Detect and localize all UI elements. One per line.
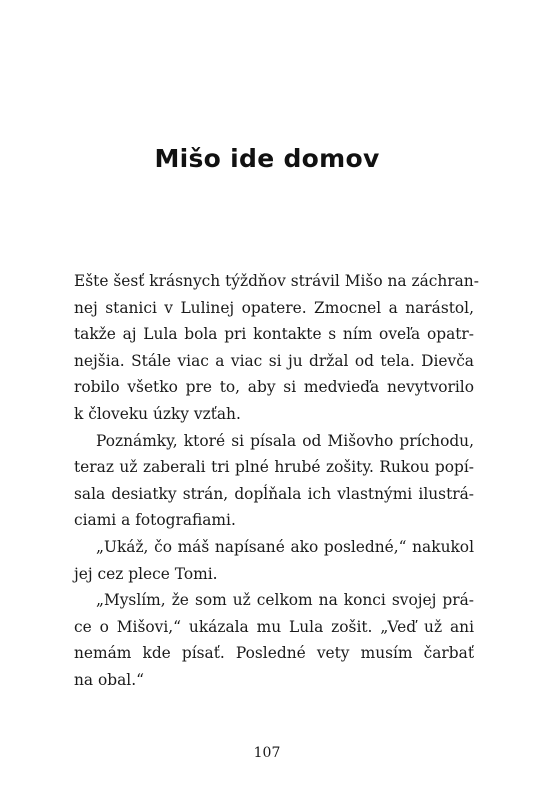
text-line: „Myslím, že som už celkom na konci svojej prá- <box>96 591 474 610</box>
paragraph-3 <box>74 534 474 587</box>
text-line: ciami a fotografiami. <box>74 511 236 530</box>
body-text <box>74 268 479 694</box>
text-line: robilo všetko pre to, aby si medvieďa nevytvorilo <box>74 378 474 397</box>
text-line: k človeku úzky vzťah. <box>74 404 241 423</box>
text-line: na obal.“ <box>74 670 144 689</box>
text-line: teraz už zaberali tri plné hrubé zošity. Rukou popí- <box>74 458 474 477</box>
paragraph-1 <box>74 268 479 428</box>
text-line: Poznámky, ktoré si písala od Mišovho príchodu, <box>96 431 474 450</box>
text-line: ce o Mišovi,“ ukázala mu Lula zošit. „Veď už ani <box>74 617 474 636</box>
text-line: nejšia. Stále viac a viac si ju držal od tela. Dievča <box>74 351 474 370</box>
text-line: jej cez plece Tomi. <box>74 564 218 583</box>
paragraph-2 <box>74 428 474 534</box>
text-line: sala desiatky strán, dopĺňala ich vlastnými ilustrá- <box>74 484 474 503</box>
text-line: nemám kde písať. Posledné vety musím čarbať <box>74 644 474 663</box>
page-number: 107 <box>253 745 281 761</box>
text-line: takže aj Lula bola pri kontakte s ním oveľa opatr- <box>74 325 474 344</box>
text-line: Ešte šesť krásnych týždňov strávil Mišo na záchran- <box>74 272 479 290</box>
text-line: nej stanici v Lulinej opatere. Zmocnel a narástol, <box>74 298 474 317</box>
chapter-title: Mišo ide domov <box>154 144 380 173</box>
text-line: „Ukáž, čo máš napísané ako posledné,“ nakukol <box>96 537 474 556</box>
paragraph-4 <box>74 587 474 693</box>
